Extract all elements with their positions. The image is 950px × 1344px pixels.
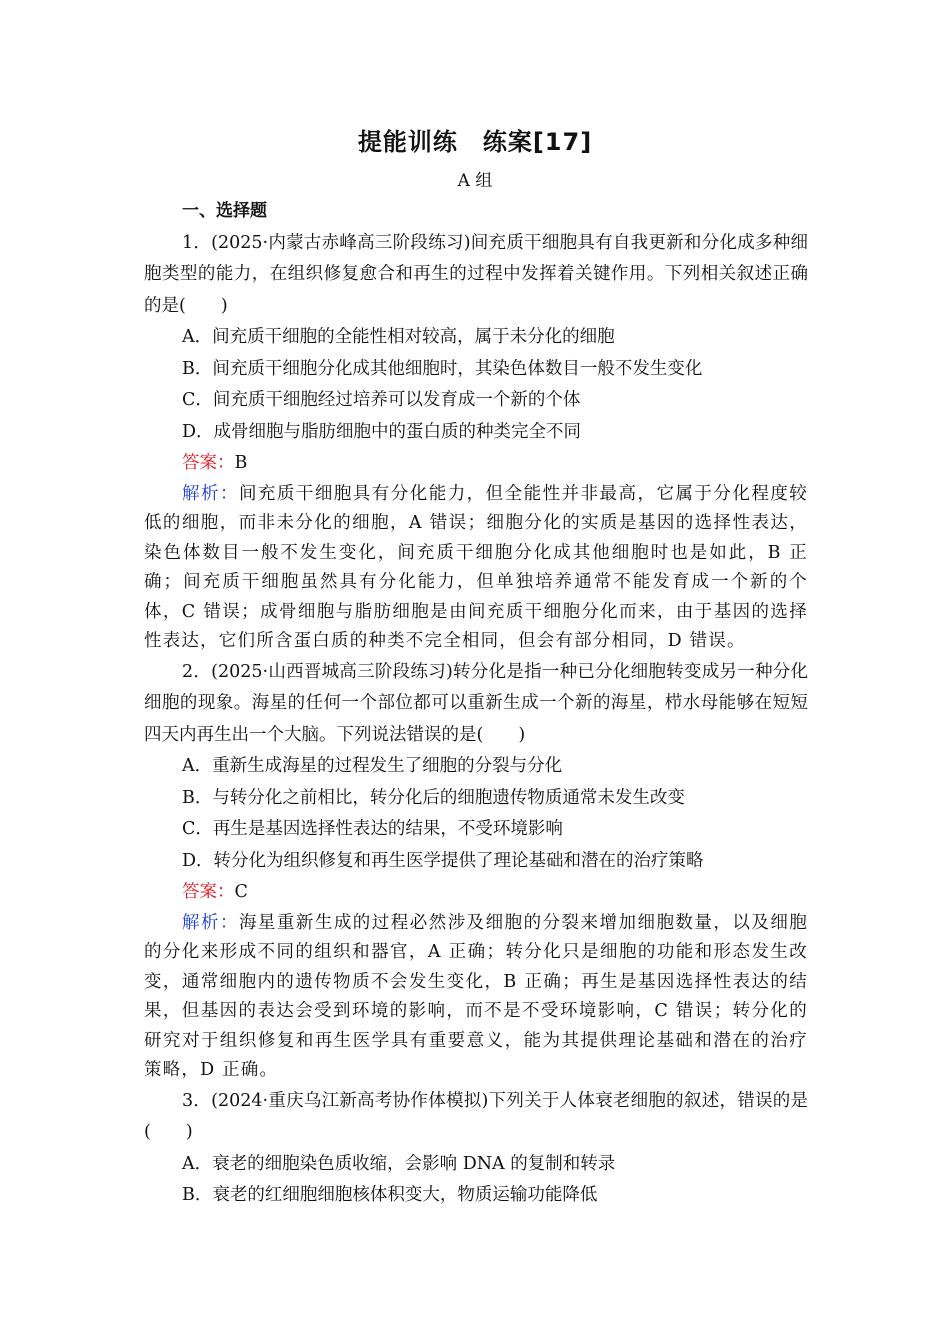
group-label: A 组 <box>457 171 493 191</box>
answer-value: B <box>234 453 248 473</box>
question-2-answer <box>144 877 808 909</box>
answer-label: 答案： <box>182 453 235 473</box>
page-title: 提能训练 练案[17] <box>357 128 593 156</box>
question-1-option-b: B．间充质干细胞分化成其他细胞时，其染色体数目一般不发生变化 <box>182 358 703 379</box>
explanation-label: 解析： <box>182 912 239 933</box>
explanation-label: 解析： <box>182 483 239 504</box>
question-2-option-c: C．再生是基因选择性表达的结果，不受环境影响 <box>182 819 563 839</box>
explanation-text: 海星重新生成的过程必然涉及细胞的分裂来增加细胞数量，以及细胞的分化来形成不同的组织和器官，A 正确；转分化只是细胞的功能和形态发生改变，通常细胞内的遗传物质不会发生变化，B 正确；再生是基因选择性表达的结果，但基因的表达会受到环境的影响，而不是不受环境影响，C 错误；转分化的研究对于组织修复和再生医学具有重要意义，能为其提供理论基础和潜在的治疗策略，D 正确。 <box>144 912 808 1080</box>
answer-label: 答案： <box>182 882 235 902</box>
question-3-option-a: A．衰老的细胞染色质收缩，会影响 DNA 的复制和转录 <box>182 1153 616 1174</box>
question-1-stem: 1．(2025·内蒙古赤峰高三阶段练习)间充质干细胞具有自我更新和分化成多种细胞类型的能力，在组织修复愈合和再生的过程中发挥着关键作用。下列相关叙述正确的是( ) <box>144 232 808 316</box>
question-content <box>144 196 808 1212</box>
question-2-option-b: B．与转分化之前相比，转分化后的细胞遗传物质通常未发生改变 <box>182 787 685 808</box>
explanation-text: 间充质干细胞具有分化能力，但全能性并非最高，它属于分化程度较低的细胞，而非未分化的细胞，A 错误；细胞分化的实质是基因的选择性表达，染色体数目一般不发生变化，间充质干细胞分化成其他细胞时也是如此，B 正确；间充质干细胞虽然具有分化能力，但单独培养通常不能发育成一个新的个体，C 错误；成骨细胞与脂肪细胞是由间充质干细胞分化而来，由于基因的选择性表达，它们所含蛋白质的种类不完全相同，但会有部分相同，D 错误。 <box>144 483 808 651</box>
question-2-stem: 2．(2025·山西晋城高三阶段练习)转分化是指一种已分化细胞转变成另一种分化细胞的现象。海星的任何一个部位都可以重新生成一个新的海星，栉水母能够在短短四天内再生出一个大脑。下列说法错误的是( ) <box>144 661 808 745</box>
question-1-answer <box>144 448 808 480</box>
question-1-option-a: A．间充质干细胞的全能性相对较高，属于未分化的细胞 <box>182 327 615 347</box>
question-3-option-b: B．衰老的红细胞细胞核体积变大，物质运输功能降低 <box>182 1185 598 1205</box>
answer-value: C <box>234 882 248 902</box>
section-heading: 一、选择题 <box>182 201 267 221</box>
question-2-option-d: D．转分化为组织修复和再生医学提供了理论基础和潜在的治疗策略 <box>182 850 704 871</box>
question-3-stem: 3．(2024·重庆乌江新高考协作体模拟)下列关于人体衰老细胞的叙述，错误的是( ) <box>144 1090 808 1142</box>
question-2-option-a: A．重新生成海星的过程发生了细胞的分裂与分化 <box>182 756 563 776</box>
question-1-option-c: C．间充质干细胞经过培养可以发育成一个新的个体 <box>182 390 581 410</box>
question-2-explanation <box>144 909 808 1086</box>
question-1-explanation <box>144 480 808 657</box>
question-1-option-d: D．成骨细胞与脂肪细胞中的蛋白质的种类完全不同 <box>182 421 582 442</box>
